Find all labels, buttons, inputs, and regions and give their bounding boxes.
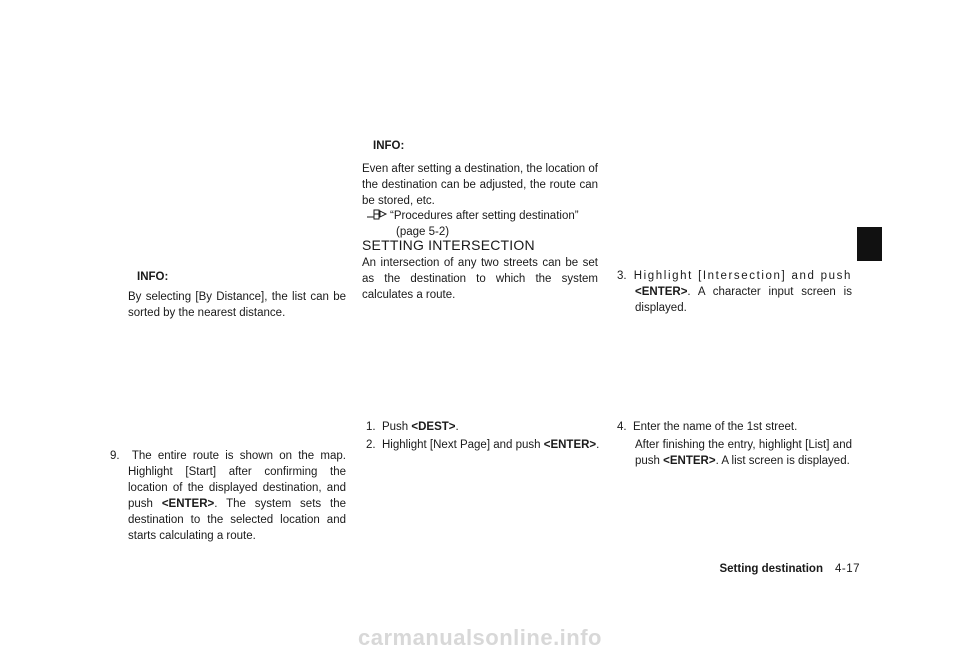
step-4-number: 4. bbox=[617, 421, 627, 433]
step-1-end: . bbox=[455, 421, 459, 433]
step-2-text: Highlight [Next Page] and push bbox=[381, 439, 541, 451]
step-3 bbox=[617, 268, 852, 316]
step-4-text: Enter the name of the 1st street. bbox=[632, 421, 798, 433]
enter-key-label-3: <ENTER> bbox=[635, 286, 688, 298]
step-2-number: 2. bbox=[366, 439, 376, 451]
enter-key-label-2: <ENTER> bbox=[543, 439, 597, 451]
step-4-sub-text: After finishing the entry, highlight [List] and push bbox=[635, 439, 852, 467]
reference-title: “Procedures after setting destination” bbox=[390, 210, 579, 222]
step-9-text-end: . The system sets the destination to the selected location and starts calculating a route. bbox=[128, 498, 346, 542]
intro-text: An intersection of any two streets can be set as the destination to which the system calculates a route. bbox=[362, 257, 598, 301]
step-3-text-end: . A character input screen is displayed. bbox=[635, 286, 852, 314]
watermark: carmanualsonline.info bbox=[358, 625, 602, 650]
step-9-text: The entire route is shown on the map. Highlight [Start] after confirming the location of the displayed destination, and push bbox=[128, 450, 346, 510]
step-4-sub bbox=[635, 437, 852, 469]
info-text-mid: Even after setting a destination, the location of the destination can be adjusted, the route can be stored, etc. bbox=[362, 163, 598, 207]
step-9-number: 9. bbox=[110, 450, 120, 462]
step-9 bbox=[110, 448, 346, 544]
page-footer bbox=[700, 561, 860, 577]
step-3-text: Highlight [Intersection] and push bbox=[633, 270, 852, 282]
info-text-left: By selecting [By Distance], the list can be sorted by the nearest distance. bbox=[128, 291, 346, 319]
step-3-number: 3. bbox=[617, 270, 627, 282]
info-label-mid: INFO: bbox=[373, 140, 405, 152]
info-label-left: INFO: bbox=[137, 271, 169, 283]
chapter-tab bbox=[857, 227, 882, 261]
step-2 bbox=[366, 437, 606, 453]
reference-arrow-icon bbox=[366, 208, 388, 222]
step-1 bbox=[366, 419, 606, 435]
step-1-number: 1. bbox=[366, 421, 376, 433]
footer-section-title: Setting destination bbox=[719, 563, 823, 575]
enter-key-label-4: <ENTER> bbox=[663, 455, 716, 467]
step-1-text: Push bbox=[381, 421, 409, 433]
step-4-sub-end: . A list screen is displayed. bbox=[715, 455, 850, 467]
enter-key-label: <ENTER> bbox=[161, 498, 215, 510]
dest-key-label: <DEST> bbox=[411, 421, 456, 433]
page-reference bbox=[366, 208, 598, 240]
step-2-end: . bbox=[596, 439, 600, 451]
reference-page: (page 5-2) bbox=[396, 226, 450, 238]
footer-page-number: 4-17 bbox=[834, 563, 860, 575]
section-heading: SETTING INTERSECTION bbox=[362, 237, 535, 253]
step-4 bbox=[617, 419, 852, 435]
